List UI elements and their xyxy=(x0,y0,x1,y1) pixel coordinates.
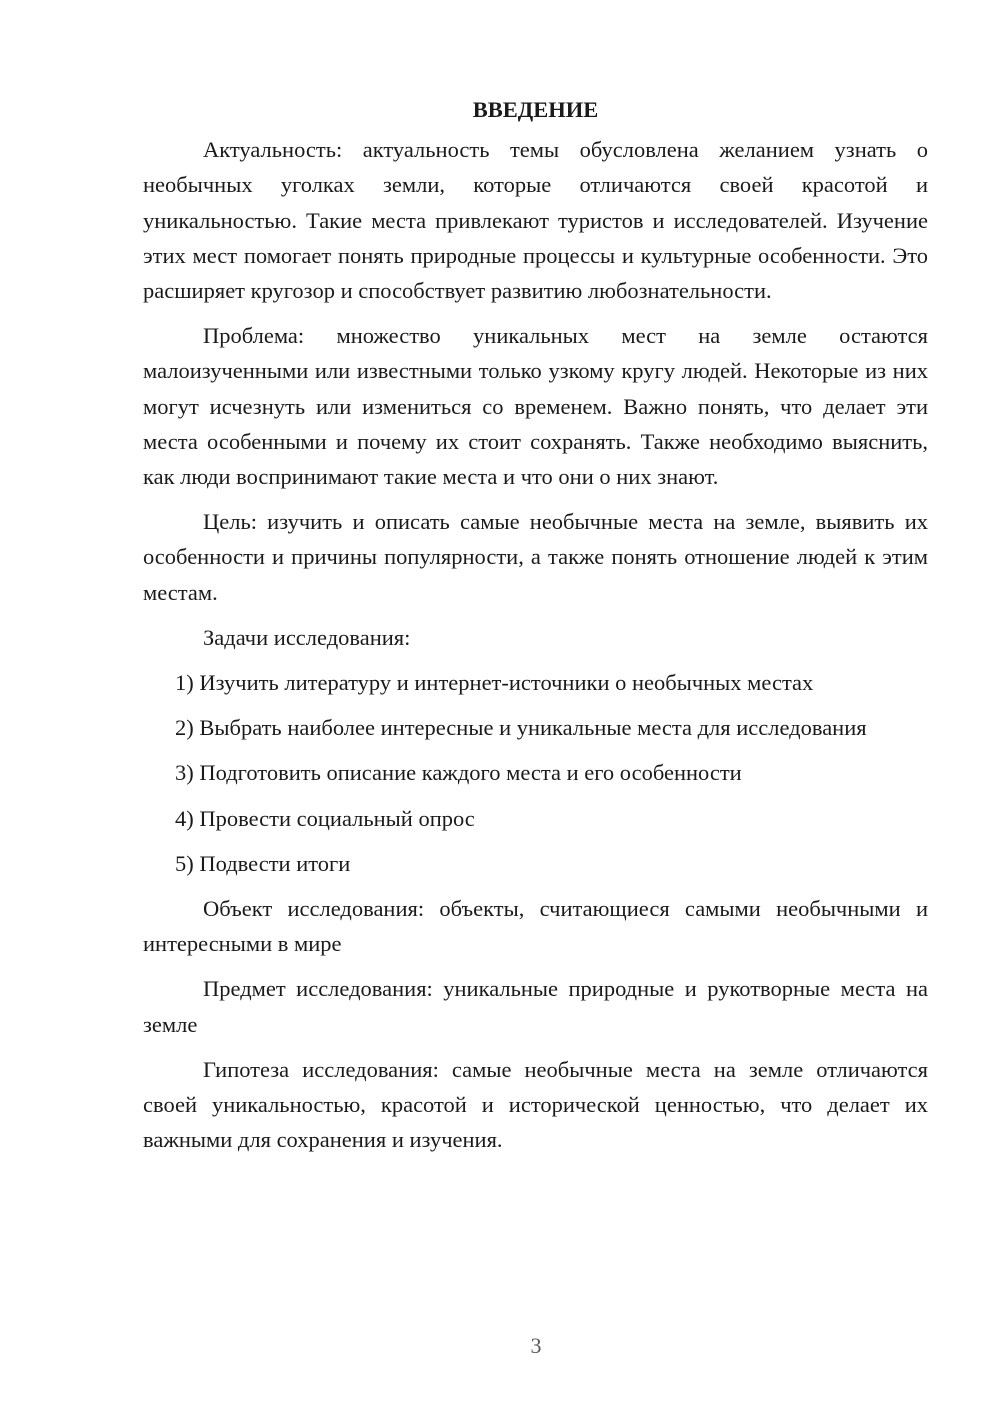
paragraph-goal: Цель: изучить и описать самые необычные места на земле, выявить их особенности и причины популярности, а также понять отношение людей к этим местам. xyxy=(143,509,928,605)
task-item-1: 1) Изучить литературу и интернет-источники о необычных местах xyxy=(175,670,814,696)
paragraph-subject: Предмет исследования: уникальные природные и рукотворные места на земле xyxy=(143,976,928,1037)
paragraph-relevance: Актуальность: актуальность темы обусловлена желанием узнать о необычных уголках земли, которые отличаются своей красотой и уникальностью. Такие места привлекают туристов и исследователей. Изучение этих мест помогает понять природные процессы и культурные особенности. Это расширяет кругозор и способствует развитию любознательности. xyxy=(143,137,928,304)
page-content xyxy=(143,92,928,1167)
task-item-5: 5) Подвести итоги xyxy=(175,850,351,876)
page-number: 3 xyxy=(530,1333,542,1358)
task-item-3: 3) Подготовить описание каждого места и его особенности xyxy=(175,760,742,786)
paragraph-problem: Проблема: множество уникальных мест на земле остаются малоизученными или известными только узкому кругу людей. Некоторые из них могут исчезнуть или измениться со временем. Важно понять, что делает эти места особенными и почему их стоит сохранять. Также необходимо выяснить, как люди воспринимают такие места и что они о них знают. xyxy=(143,323,928,490)
task-item-2: 2) Выбрать наиболее интересные и уникальные места для исследования xyxy=(175,715,867,741)
task-item-4: 4) Провести социальный опрос xyxy=(175,805,475,831)
section-title: ВВЕДЕНИЕ xyxy=(472,97,599,122)
paragraph-object: Объект исследования: объекты, считающиеся самыми необычными и интересными в мире xyxy=(143,896,928,957)
paragraph-tasks-heading: Задачи исследования: xyxy=(203,624,411,650)
paragraph-hypothesis: Гипотеза исследования: самые необычные места на земле отличаются своей уникальностью, красотой и исторической ценностью, что делает их важными для сохранения и изучения. xyxy=(143,1056,928,1153)
